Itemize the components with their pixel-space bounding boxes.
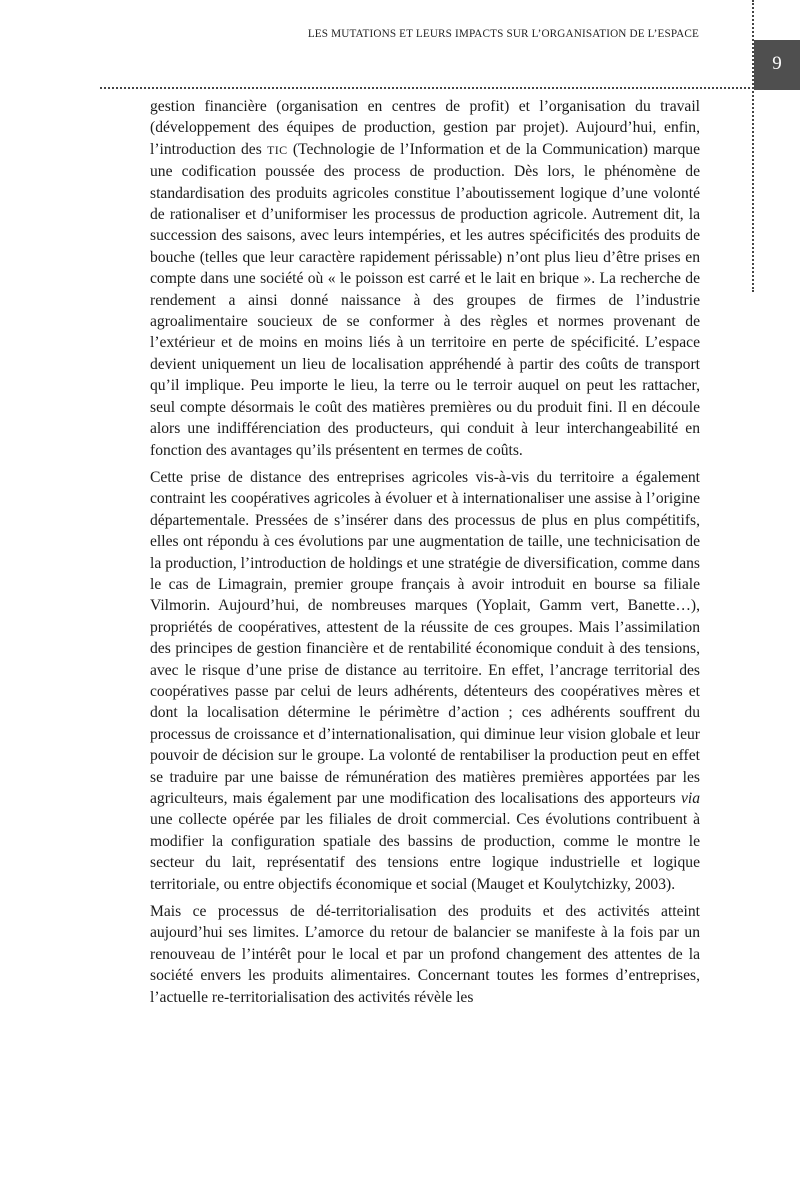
paragraph-2-text-b: une collecte opérée par les filiales de droit commercial. Ces évolutions contribuent à modifier la configuration spatiale des bassins de production, comme le montre le secteur du lait, représentatif des tensions entre logique industrielle et logique territoriale, ou entre objectifs économique et social (Mauget et Koulytchizky, 2003). — [150, 811, 700, 893]
paragraph-3 — [150, 901, 700, 1008]
body-text — [150, 96, 700, 1014]
tic-acronym: TIC — [267, 142, 288, 157]
page-number: 9 — [772, 53, 782, 74]
header-dotted-rule — [100, 87, 750, 89]
paragraph-1 — [150, 96, 700, 461]
page-number-tab — [754, 40, 800, 90]
paragraph-1-text-b: (Technologie de l’Information et de la Communication) marque une codification poussée des process de production. Dès lors, le phénomène de standardisation des produits agricoles constitue l’aboutissement logique d’une volonté de rationaliser et d’uniformiser les processus de production agricole. Autrement dit, la succession des saisons, avec leurs intempéries, et les autres spécificités des produits de bouche (telles que leur caractère rapidement périssable) n’ont plus lieu d’être prises en compte dans une société où « le poisson est carré et le lait en brique ». La recherche de rendement a ainsi donné naissance à des groupes de firmes de l’industrie agroalimentaire soucieux de se conformer à des règles et normes provenant de l’extérieur et de moins en moins liés à un territoire en perte de spécificité. L’espace devient uniquement un lieu de localisation appréhendé à partir des coûts de transport qu’il implique. Peu importe le lieu, la terre ou le terroir auquel on peut les rattacher, seul compte désormais le coût des matières premières ou du produit fini. Il en découle alors une indifférenciation des producteurs, qui conduit à leur interchangeabilité en fonction des avantages qu’ils présentent en termes de coûts. — [150, 140, 700, 459]
paragraph-2-text-a: Cette prise de distance des entreprises agricoles vis-à-vis du territoire a également contraint les coopératives agricoles à évoluer et à internationaliser une assise à l’origine départementale. Pressées de s’insérer dans des processus de plus en plus compétitifs, elles ont répondu à ces évolutions par une augmentation de taille, une technicisation de la production, l’introduction de holdings et une stratégie de diversification, comme dans le cas de Limagrain, premier groupe français à avoir introduit en bourse sa filiale Vilmorin. Aujourd’hui, de nombreuses marques (Yoplait, Gamm vert, Banette…), propriétés de coopératives, attestent de la réussite de ces groupes. Mais l’assimilation des principes de gestion financière et de rentabilité économique conduit à des tensions, avec le risque d’une prise de distance au territoire. En effet, l’ancrage territorial des coopératives passe par celui de leurs adhérents, détenteurs des coopératives mères et dont la localisation détermine le périmètre d’action ; ces adhérents souffrent du processus de croissance et d’internationalisation, qui diminue leur vision globale et leur pouvoir de décision sur le groupe. La volonté de rentabiliser la production peut en effet se traduire par une baisse de rémunération des matières premières apportées par les agriculteurs, mais également par une modification des localisations des apporteurs — [150, 468, 700, 807]
running-head: LES MUTATIONS ET LEURS IMPACTS SUR L’ORGANISATION DE L’ESPACE — [307, 28, 699, 40]
via-italic: via — [680, 790, 700, 807]
paragraph-2 — [150, 467, 700, 895]
paragraph-3-text: Mais ce processus de dé-territorialisation des produits et des activités atteint aujourd’hui ses limites. L’amorce du retour de balancier se manifeste à la fois par un renouveau de l’intérêt pour le local et par un profond changement des attentes de la société envers les produits alimentaires. Concernant toutes les formes d’entreprises, l’actuelle re-territorialisation des activités révèle les — [150, 903, 700, 1006]
paragraph-1-text-a: gestion financière (organisation en centres de profit) et l’organisation du travail (développement des équipes de production, gestion par projet). Aujourd’hui, enfin, l’introduction des — [150, 98, 700, 158]
